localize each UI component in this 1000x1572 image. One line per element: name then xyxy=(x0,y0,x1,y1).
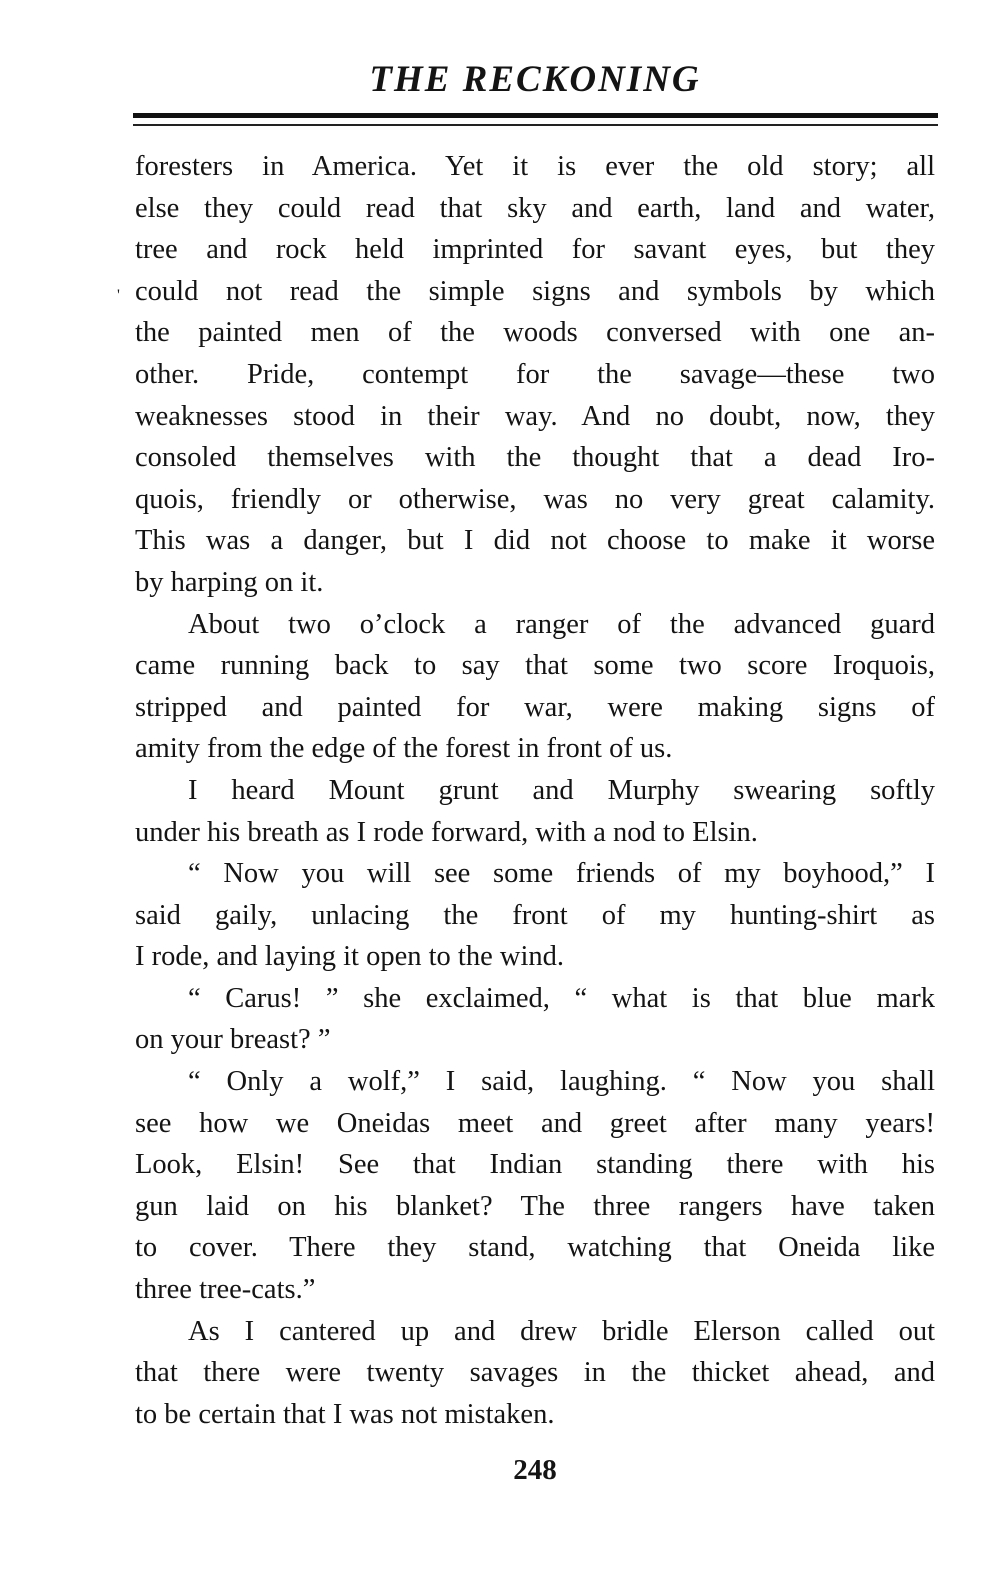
text-line: could not read the simple signs and symbols by which xyxy=(135,275,935,307)
running-head: THE RECKONING xyxy=(369,59,701,100)
text-line: I heard Mount grunt and Murphy swearing softly xyxy=(188,774,935,806)
text-line: I rode, and laying it open to the wind. xyxy=(135,941,564,973)
text-line: amity from the edge of the forest in front of us. xyxy=(135,733,673,765)
text-line: consoled themselves with the thought that a dead Iro- xyxy=(135,442,935,474)
text-line: said gaily, unlacing the front of my hunting-shirt as xyxy=(135,899,935,931)
text-line: three tree-cats.” xyxy=(135,1274,316,1306)
text-line: the painted men of the woods conversed with one an- xyxy=(135,317,935,349)
text-line: other. Pride, contempt for the savage—these two xyxy=(135,358,935,390)
text-line: came running back to say that some two score Iroquois, xyxy=(135,650,935,682)
header-rule-thin xyxy=(133,124,938,126)
header-rule-thick xyxy=(133,113,938,118)
text-line: stripped and painted for war, were making signs of xyxy=(135,691,935,723)
text-line: As I cantered up and drew bridle Elerson called out xyxy=(188,1315,935,1347)
text-line: “ Now you will see some friends of my boyhood,” I xyxy=(188,858,935,890)
body-text xyxy=(135,146,935,1435)
stray-print-mark: ' xyxy=(117,287,120,304)
text-line: tree and rock held imprinted for savant eyes, but they xyxy=(135,234,935,266)
text-line: “ Only a wolf,” I said, laughing. “ Now you shall xyxy=(188,1066,935,1098)
page-number: 248 xyxy=(513,1454,557,1486)
text-line: Look, Elsin! See that Indian standing there with his xyxy=(135,1149,935,1181)
text-line: gun laid on his blanket? The three rangers have taken xyxy=(135,1190,935,1222)
text-line: “ Carus! ” she exclaimed, “ what is that blue mark xyxy=(188,982,935,1014)
text-line: else they could read that sky and earth, land and water, xyxy=(135,192,935,224)
text-line: under his breath as I rode forward, with a nod to Elsin. xyxy=(135,816,758,848)
text-line: see how we Oneidas meet and greet after many years! xyxy=(135,1107,935,1139)
text-line: by harping on it. xyxy=(135,566,324,598)
text-line: to be certain that I was not mistaken. xyxy=(135,1398,555,1430)
text-line: on your breast? ” xyxy=(135,1024,331,1056)
text-line: About two o’clock a ranger of the advanced guard xyxy=(188,608,935,640)
text-line: weaknesses stood in their way. And no doubt, now, they xyxy=(135,400,935,432)
text-line: that there were twenty savages in the thicket ahead, and xyxy=(135,1357,935,1389)
text-line: This was a danger, but I did not choose to make it worse xyxy=(135,525,935,557)
text-line: quois, friendly or otherwise, was no very great calamity. xyxy=(135,483,935,515)
text-line: foresters in America. Yet it is ever the old story; all xyxy=(135,151,935,182)
text-line: to cover. There they stand, watching that Oneida like xyxy=(135,1232,935,1264)
